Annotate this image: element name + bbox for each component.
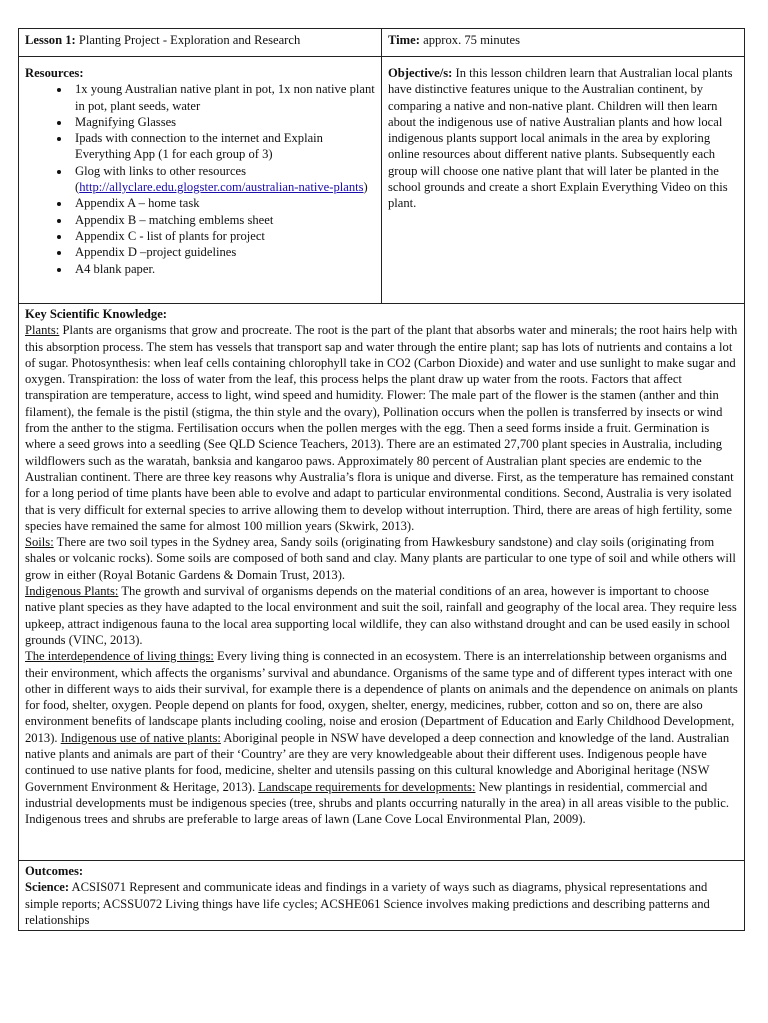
resources-heading: Resources: [25,66,84,80]
resource-item: • A4 blank paper. [71,261,377,277]
soils-text: There are two soil types in the Sydney area, Sandy soils (originating from Hawkesbury sandstone) and clay soils (originating from shales or volcanic rocks). Some soils are composed of both sand and clay. Many plants are particular to one type of soil and while others will grow in either (Royal Botanic Gardens & Domain Trust, 2013). [25,535,736,582]
resource-item: • Magnifying Glasses [71,114,377,130]
indigenous-paragraph [25,583,740,648]
time-cell [382,29,745,57]
resources-cell [19,57,382,304]
lesson-plan-table [18,28,745,931]
resource-item: • Appendix D –project guidelines [71,244,377,260]
landscape-text: New plantings in residential, commercial and industrial developments must be indigenous species (tree, shrubs and plants occurring naturally in the area) in all areas visible to the public. Indigenous trees and shrubs are preferable to large areas of lawn (Lane Cove Local Environmental Plan, 2009). [25,779,730,827]
science-label: Science: [25,880,70,895]
plants-text: Plants are organisms that grow and procreate. The root is the part of the plant that absorbs water and minerals; the root hairs help with this absorption process. The stem has vessels that transport sap and water through the entire plant; sap has lots of nutrients and contains a lot of sugar. Photosynthesis: when leaf cells containing chlorophyll take in CO2 (Carbon Dioxide) and water and use sunlight to make sugar and oxygen. Transpiration: the loss of water from the leaf, this process helps the plant draw up water from the roots. Factors that affect transpiration are temperature, access to light, wind speed and humidity. Flower: The male part of the flower is the stamen (anther and thin filament), the female is the pistil (stigma, the thin style and the ovary), Pollination occurs when the pollen is transferred by insects or wind from the anther to the stigma. Fertilisation occurs when the pollen merges with the egg. Then a seed forms inside a fruit. Germination is where a seed grows into a seedling (See QLD Science Teachers, 2013). There are an estimated 27,700 plant species in Australia, including wildflowers such as the waratah, banksia and kangaroo paws. Approximately 80 percent of Australian plant species are endemic to the Australian continent. There are three key reasons why Australia’s flora is unique and diverse. First, as the temperature has remained constant for a long period of time plants have been able to evolve and adapt to particular environmental conditions. Second, Australia is very isolated that is very difficult for external species to arrive allowing them to develop without interruption. Third, there are areas of high fertility, some species have remained the same for almost 100 million years (Skwirk, 2013). [25,323,738,533]
knowledge-cell [19,304,745,861]
indigenous-text: The growth and survival of organisms depends on the material conditions of an area, however is important to choose native plant species as they have adapted to the local environment and suit the soil, rainfall and geography of the local area. They require less upkeep, attract indigenous fauna to the local area supporting local wildlife, they can also withstand drought and can be used easily in school grounds (VINC, 2013). [25,584,737,647]
outcomes-cell [19,861,745,931]
resource-item-glog [71,163,377,196]
indigenous-use-text: Aboriginal people in NSW have developed a deep connection and knowledge of the land. Australian native plants and animals are part of their ‘Country’ are they are very knowledgeable about their different uses. Indigenous people have continued to use native plants for food, medicine, shelter and utensils passing on this cultural knowledge and Aboriginal heritage (NSW Government Environment & Heritage, 2013). [25,730,730,794]
science-text: ACSIS071 Represent and communicate ideas and findings in a variety of ways such as diagrams, physical representations and simple reports; ACSSU072 Living things have life cycles; ACSHE061 Science involves making predictions and describing patterns and relationships [25,880,710,927]
interdependence-label: The interdependence of living things: [25,649,214,664]
resources-row [19,57,745,304]
resource-item: • Ipads with connection to the internet and Explain Everything App (1 for each group of 3) [71,130,377,163]
glog-link[interactable]: http://allyclare.edu.glogster.com/australian-native-plants [79,180,364,195]
lesson-title: Planting Project - Exploration and Research [75,33,301,47]
outcomes-heading: Outcomes: [25,864,84,878]
resource-item: • Appendix C - list of plants for project [71,228,377,244]
objective-label: Objective/s: [388,66,453,80]
time-label: Time: [388,33,420,47]
knowledge-heading: Key Scientific Knowledge: [25,307,168,321]
indigenous-label: Indigenous Plants: [25,584,119,599]
objective-cell [382,57,745,304]
interdependence-paragraph [25,648,740,827]
lesson-cell [19,29,382,57]
plants-paragraph [25,322,740,534]
resource-item: • Appendix A – home task [71,195,377,211]
plants-label: Plants: [25,323,60,338]
science-paragraph [25,879,740,928]
knowledge-row [19,304,745,861]
objective-text: In this lesson children learn that Australian local plants have distinctive features unique to the Australian continent, by comparing a native and non-native plant. Children will then learn about the indigenous use of native Australian plants and how local indigenous plants support local animals in the area by exploring online resources about different native plants. Subsequently each group will choose one native plant that will later be planted in the school grounds and create a short Explain Everything Video on this plant. [388,66,733,211]
soils-paragraph [25,534,740,583]
glog-suffix: ) [363,180,368,195]
lesson-label: Lesson 1: [25,33,76,47]
header-row [19,29,745,57]
landscape-label: Landscape requirements for developments: [258,779,476,794]
resource-item: • Appendix B – matching emblems sheet [71,212,377,228]
resources-list [25,81,377,277]
soils-label: Soils: [25,535,54,550]
time-value: approx. 75 minutes [419,33,520,47]
outcomes-row [19,861,745,931]
glog-prefix: Glog with links to other resources ( [75,163,247,195]
interdependence-text: Every living thing is connected in an ecosystem. There is an interrelationship between organisms and their environment, which affects the organisms’ survival and abundance. Organisms of the same type and of different types interact with one other in different ways to aids their survival, for example there is a dependence of plants on animals and the dependence on animals on plants for food, shelter, oxygen. People depend on plants for food, oxygen, shelter, energy, medicines, rubber, cotton and so on, there are also environment benefits of landscape plants including cooling, noise and erosion (Department of Education and Early Childhood Development, 2013). [25,649,738,745]
resource-item: • 1x young Australian native plant in pot, 1x non native plant in pot, plant seeds, water [71,81,377,114]
indigenous-use-label: Indigenous use of native plants: [60,730,221,745]
